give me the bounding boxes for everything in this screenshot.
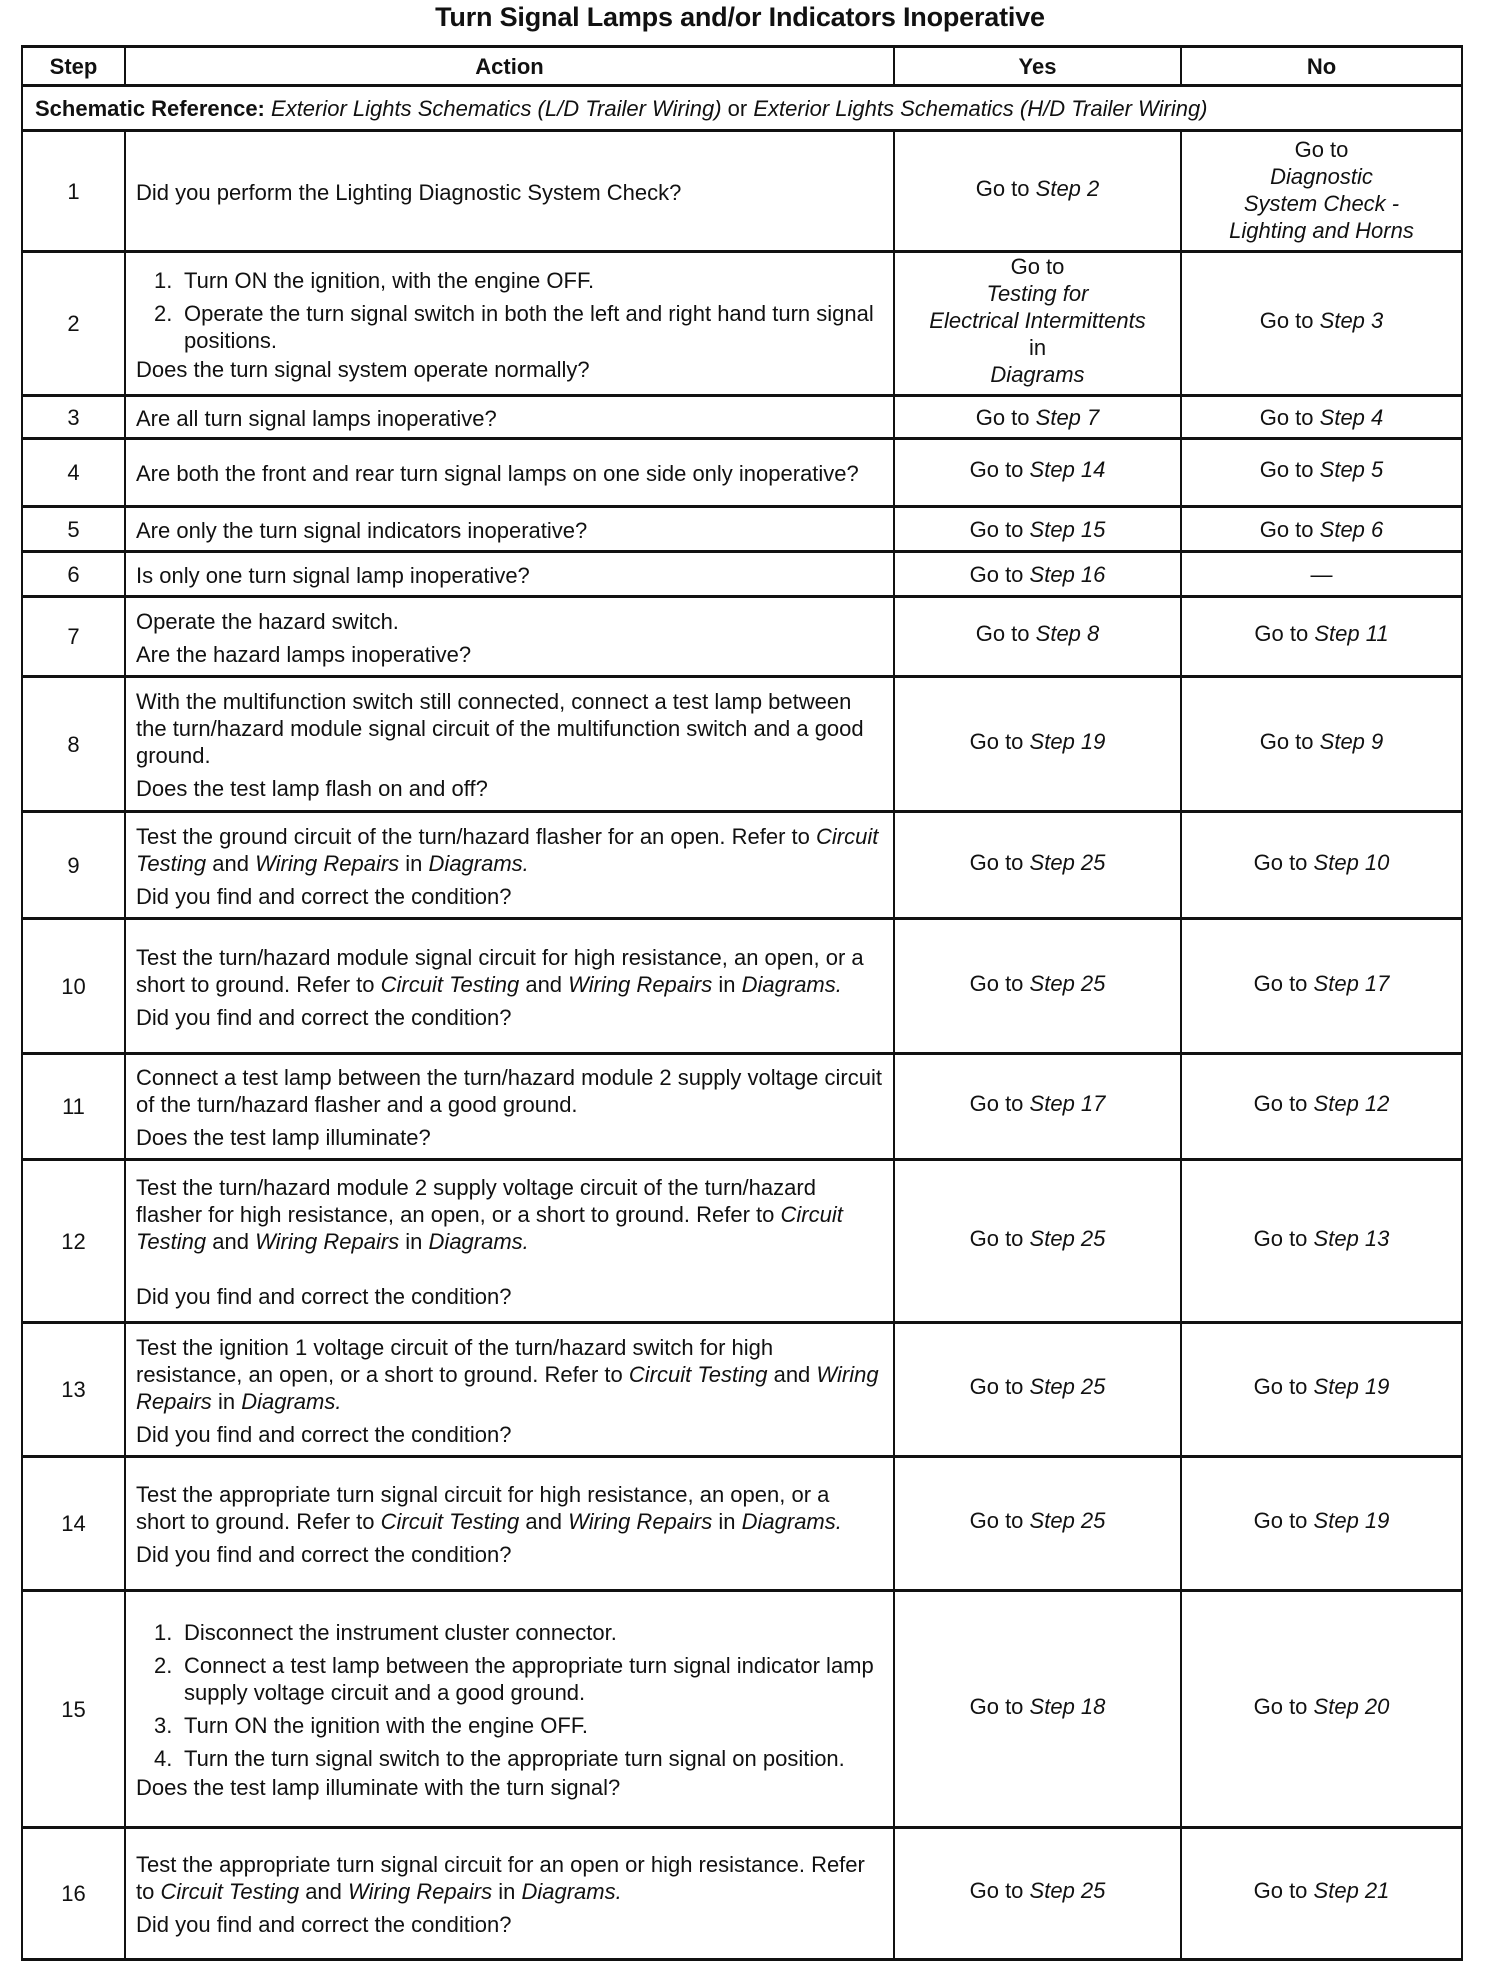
step-number: 10 bbox=[22, 919, 125, 1054]
step-link[interactable]: Step 25 bbox=[1029, 849, 1106, 875]
table-row bbox=[22, 597, 1462, 677]
go-to-label: Go to bbox=[969, 849, 1024, 875]
action-cell bbox=[125, 1054, 894, 1160]
step-link[interactable]: Step 11 bbox=[1314, 621, 1389, 646]
table-row bbox=[22, 252, 1462, 396]
action-text: Are both the front and rear turn signal lamps on one side only inoperative? bbox=[136, 461, 859, 486]
go-to-label: Go to bbox=[975, 175, 1030, 201]
action-cell bbox=[125, 1828, 894, 1960]
action-text: Are all turn signal lamps inoperative? bbox=[136, 405, 497, 431]
substep-list bbox=[136, 267, 883, 354]
circuit-testing-link[interactable]: Circuit Testing bbox=[136, 823, 879, 876]
table-row bbox=[22, 1457, 1462, 1591]
step-number: 3 bbox=[22, 396, 125, 439]
link-text: Diagnostic bbox=[1270, 164, 1373, 189]
table-row bbox=[22, 1591, 1462, 1828]
action-cell bbox=[125, 252, 894, 396]
action-cell bbox=[125, 131, 894, 252]
column-header-action: Action bbox=[125, 47, 894, 86]
step-link[interactable]: Step 15 bbox=[1029, 516, 1106, 542]
step-link[interactable]: Step 25 bbox=[1029, 970, 1106, 996]
action-question: Does the turn signal system operate normally? bbox=[136, 356, 590, 382]
no-cell[interactable] bbox=[1181, 396, 1462, 439]
table-row bbox=[22, 131, 1462, 252]
link-text: Lighting and Horns bbox=[1229, 218, 1414, 243]
table-row bbox=[22, 1828, 1462, 1960]
step-link[interactable]: Step 16 bbox=[1029, 561, 1106, 587]
step-link[interactable]: Step 21 bbox=[1313, 1878, 1390, 1903]
table-row bbox=[22, 552, 1462, 597]
go-to-label: Go to bbox=[969, 1374, 1024, 1399]
go-to-label: Go to bbox=[1294, 137, 1349, 162]
circuit-testing-link[interactable]: Circuit Testing bbox=[160, 1879, 300, 1904]
action-cell bbox=[125, 677, 894, 812]
wiring-repairs-link[interactable]: Wiring Repairs bbox=[568, 1509, 713, 1534]
step-link[interactable]: Step 19 bbox=[1313, 1374, 1390, 1399]
step-link[interactable]: Step 17 bbox=[1029, 1091, 1106, 1116]
go-to-label: Go to bbox=[1259, 308, 1314, 333]
table-row bbox=[22, 919, 1462, 1054]
action-cell bbox=[125, 396, 894, 439]
substep: 1. Turn ON the ignition, with the engine OFF. bbox=[154, 267, 595, 293]
step-link[interactable]: Step 10 bbox=[1313, 849, 1390, 875]
go-to-label: Go to bbox=[969, 970, 1024, 996]
substep: 4. Turn the turn signal switch to the appropriate turn signal on position. bbox=[154, 1746, 845, 1771]
step-link[interactable]: Step 8 bbox=[1035, 621, 1100, 646]
page-title: Turn Signal Lamps and/or Indicators Inoperative bbox=[435, 2, 1045, 32]
action-question: Are the hazard lamps inoperative? bbox=[136, 641, 472, 667]
diagnostic-system-check-link[interactable] bbox=[1182, 136, 1461, 244]
step-link[interactable]: Step 4 bbox=[1319, 404, 1384, 430]
circuit-testing-link[interactable]: Circuit Testing bbox=[136, 1202, 843, 1254]
diagrams-link[interactable]: Diagrams. bbox=[428, 1229, 529, 1254]
action-cell bbox=[125, 919, 894, 1054]
action-cell bbox=[125, 812, 894, 919]
go-to-label: Go to bbox=[969, 1878, 1024, 1903]
step-number: 2 bbox=[22, 252, 125, 396]
no-cell[interactable] bbox=[1181, 812, 1462, 919]
substep: 3. Turn ON the ignition with the engine OFF. bbox=[154, 1713, 588, 1738]
step-link[interactable]: Step 12 bbox=[1313, 1091, 1390, 1116]
step-link[interactable]: Step 9 bbox=[1319, 728, 1384, 754]
circuit-testing-link[interactable]: Circuit Testing bbox=[380, 971, 520, 997]
table-header-row bbox=[22, 47, 1462, 86]
table-row bbox=[22, 812, 1462, 919]
step-link[interactable]: Step 3 bbox=[1319, 308, 1384, 333]
step-link[interactable]: Step 20 bbox=[1313, 1693, 1390, 1719]
go-to-label: Go to bbox=[1254, 621, 1309, 646]
go-to-label: Go to bbox=[1253, 1878, 1308, 1903]
action-question: Did you find and correct the condition? bbox=[136, 883, 512, 909]
go-to-label: Go to bbox=[1253, 849, 1308, 875]
step-link[interactable]: Step 25 bbox=[1029, 1508, 1106, 1533]
step-number: 1 bbox=[22, 131, 125, 252]
action-question: Did you find and correct the condition? bbox=[136, 1421, 512, 1447]
step-link[interactable]: Step 17 bbox=[1313, 970, 1390, 996]
go-to-label: Go to bbox=[969, 457, 1024, 482]
step-number: 7 bbox=[22, 597, 125, 677]
substep-list bbox=[136, 1619, 883, 1772]
action-text: Test the appropriate turn signal circuit for high resistance, an open, or a short to ground. Refer to Circuit Testing and Wiring Repairs in Diagrams. bbox=[136, 1482, 842, 1534]
yes-cell[interactable] bbox=[894, 552, 1181, 597]
go-to-label: Go to bbox=[1253, 970, 1308, 996]
action-question: Did you find and correct the condition? bbox=[136, 1912, 512, 1937]
no-cell[interactable] bbox=[1181, 919, 1462, 1054]
action-text: Connect a test lamp between the turn/hazard module 2 supply voltage circuit of the turn/hazard flasher and a good ground. bbox=[136, 1065, 882, 1117]
no-cell[interactable] bbox=[1181, 252, 1462, 396]
action-cell bbox=[125, 439, 894, 507]
step-link[interactable]: Step 18 bbox=[1029, 1693, 1106, 1719]
go-to-label: Go to bbox=[975, 621, 1030, 646]
yes-cell[interactable] bbox=[894, 131, 1181, 252]
circuit-testing-link[interactable]: Circuit Testing bbox=[380, 1509, 520, 1534]
yes-cell[interactable] bbox=[894, 1160, 1181, 1323]
action-question: Does the test lamp flash on and off? bbox=[136, 776, 488, 801]
step-link[interactable]: Step 14 bbox=[1029, 457, 1106, 482]
step-link[interactable]: Step 5 bbox=[1319, 457, 1384, 482]
in-label: in bbox=[1028, 335, 1047, 360]
yes-cell[interactable] bbox=[894, 439, 1181, 507]
no-cell[interactable] bbox=[1181, 1457, 1462, 1591]
table-row bbox=[22, 1160, 1462, 1323]
yes-cell[interactable] bbox=[894, 677, 1181, 812]
no-cell[interactable] bbox=[1181, 439, 1462, 507]
no-cell[interactable] bbox=[1181, 1591, 1462, 1828]
step-link[interactable]: Step 19 bbox=[1313, 1508, 1390, 1533]
no-cell[interactable] bbox=[1181, 1054, 1462, 1160]
action-cell bbox=[125, 1160, 894, 1323]
step-number: 4 bbox=[22, 439, 125, 507]
step-number: 11 bbox=[22, 1054, 125, 1160]
no-cell bbox=[1181, 552, 1462, 597]
go-to-label: Go to bbox=[969, 1693, 1024, 1719]
link-text: Testing for bbox=[986, 281, 1089, 306]
go-to-label: Go to bbox=[1010, 254, 1065, 279]
action-cell bbox=[125, 1591, 894, 1828]
diagrams-link[interactable]: Diagrams. bbox=[428, 850, 529, 876]
no-cell[interactable] bbox=[1181, 1828, 1462, 1960]
no-action-dash: — bbox=[1310, 561, 1333, 587]
column-header-no: No bbox=[1181, 47, 1462, 86]
yes-cell[interactable] bbox=[894, 507, 1181, 552]
yes-cell[interactable] bbox=[894, 1828, 1181, 1960]
action-cell bbox=[125, 1323, 894, 1457]
go-to-label: Go to bbox=[1253, 1225, 1308, 1251]
wiring-repairs-link[interactable]: Wiring Repairs bbox=[348, 1879, 493, 1904]
table-row bbox=[22, 1054, 1462, 1160]
step-link[interactable]: Step 7 bbox=[1035, 404, 1100, 430]
no-cell[interactable] bbox=[1181, 1323, 1462, 1457]
diagrams-link[interactable]: Diagrams. bbox=[521, 1879, 622, 1904]
action-cell bbox=[125, 552, 894, 597]
yes-cell[interactable] bbox=[894, 252, 1181, 396]
step-number: 16 bbox=[22, 1828, 125, 1960]
go-to-label: Go to bbox=[969, 561, 1024, 587]
step-link[interactable]: Step 25 bbox=[1029, 1374, 1106, 1399]
no-cell[interactable] bbox=[1181, 1160, 1462, 1323]
step-number: 8 bbox=[22, 677, 125, 812]
schematic-link-ld[interactable]: Exterior Lights Schematics (L/D Trailer Wiring) bbox=[271, 95, 722, 121]
go-to-label: Go to bbox=[1253, 1508, 1308, 1533]
substep: 1. Disconnect the instrument cluster connector. bbox=[154, 1620, 617, 1645]
link-text: System Check - bbox=[1243, 191, 1400, 216]
schematic-reference-label: Schematic Reference: bbox=[35, 95, 265, 121]
go-to-label: Go to bbox=[1259, 516, 1314, 542]
step-number: 15 bbox=[22, 1591, 125, 1828]
go-to-label: Go to bbox=[975, 404, 1030, 430]
substep: 2. Operate the turn signal switch in both the left and right hand turn signal positions. bbox=[154, 300, 874, 353]
diagrams-link[interactable]: Diagrams. bbox=[741, 1509, 842, 1534]
step-number: 12 bbox=[22, 1160, 125, 1323]
action-text: Are only the turn signal indicators inoperative? bbox=[136, 517, 588, 543]
diagrams-link[interactable]: Diagrams. bbox=[741, 971, 842, 997]
diagrams-link[interactable]: Diagrams. bbox=[241, 1388, 342, 1414]
action-text: Test the turn/hazard module signal circuit for high resistance, an open, or a short to ground. Refer to Circuit Testing and Wiring Repairs in Diagrams. bbox=[136, 944, 864, 997]
go-to-label: Go to bbox=[969, 1508, 1024, 1533]
no-cell[interactable] bbox=[1181, 507, 1462, 552]
action-text: Test the appropriate turn signal circuit for an open or high resistance. Refer to Circuit Testing and Wiring Repairs in Diagrams. bbox=[136, 1852, 865, 1904]
step-link[interactable]: Step 25 bbox=[1029, 1225, 1106, 1251]
action-text: Test the turn/hazard module 2 supply voltage circuit of the turn/hazard flasher for high resistance, an open, or a short to ground. Refer to Circuit Testing and Wiring Repairs in Diagrams. bbox=[136, 1175, 843, 1254]
action-question: Did you find and correct the condition? bbox=[136, 1542, 512, 1567]
action-text: Test the ignition 1 voltage circuit of the turn/hazard switch for high resistance, an open, or a short to ground. Refer to Circuit Testing and Wiring Repairs in Diagrams. bbox=[136, 1334, 879, 1414]
step-number: 13 bbox=[22, 1323, 125, 1457]
column-header-yes: Yes bbox=[894, 47, 1181, 86]
link-text: Electrical Intermittents bbox=[929, 308, 1146, 333]
table-row bbox=[22, 439, 1462, 507]
yes-cell[interactable] bbox=[894, 1591, 1181, 1828]
table-row bbox=[22, 1323, 1462, 1457]
action-text: Is only one turn signal lamp inoperative? bbox=[136, 562, 530, 588]
go-to-label: Go to bbox=[969, 1091, 1024, 1116]
go-to-label: Go to bbox=[1253, 1091, 1308, 1116]
step-link[interactable]: Step 13 bbox=[1313, 1225, 1390, 1251]
schematic-reference-row bbox=[22, 86, 1462, 131]
action-cell bbox=[125, 597, 894, 677]
go-to-label: Go to bbox=[1259, 457, 1314, 482]
yes-cell[interactable] bbox=[894, 597, 1181, 677]
yes-cell[interactable] bbox=[894, 1054, 1181, 1160]
yes-cell[interactable] bbox=[894, 812, 1181, 919]
go-to-label: Go to bbox=[1259, 404, 1314, 430]
table-row bbox=[22, 677, 1462, 812]
wiring-repairs-link[interactable]: Wiring Repairs bbox=[568, 971, 713, 997]
step-number: 14 bbox=[22, 1457, 125, 1591]
action-text: Test the ground circuit of the turn/hazard flasher for an open. Refer to Circuit Testing and Wiring Repairs in Diagrams. bbox=[136, 823, 879, 876]
diagnostic-table bbox=[21, 45, 1463, 1961]
action-question: Does the test lamp illuminate with the turn signal? bbox=[136, 1775, 621, 1800]
step-number: 5 bbox=[22, 507, 125, 552]
go-to-label: Go to bbox=[1253, 1693, 1308, 1719]
go-to-label: Go to bbox=[969, 516, 1024, 542]
table-row bbox=[22, 507, 1462, 552]
go-to-label: Go to bbox=[1259, 728, 1314, 754]
step-link[interactable]: Step 6 bbox=[1319, 516, 1384, 542]
no-cell[interactable] bbox=[1181, 677, 1462, 812]
go-to-label: Go to bbox=[969, 1225, 1024, 1251]
action-text: With the multifunction switch still connected, connect a test lamp between the turn/hazard module signal circuit of the multifunction switch and a good ground. bbox=[136, 689, 864, 768]
step-link[interactable]: Step 19 bbox=[1029, 728, 1106, 754]
step-link[interactable]: Step 2 bbox=[1035, 175, 1100, 201]
schematic-reference bbox=[22, 86, 1462, 131]
substep: 2. Connect a test lamp between the appropriate turn signal indicator lamp supply voltage circuit and a good ground. bbox=[154, 1653, 874, 1705]
wiring-repairs-link[interactable]: Wiring Repairs bbox=[255, 1229, 400, 1254]
action-text: Operate the hazard switch. bbox=[136, 608, 399, 634]
link-text: Diagrams bbox=[990, 362, 1085, 387]
table-row bbox=[22, 396, 1462, 439]
circuit-testing-link[interactable]: Circuit Testing bbox=[628, 1361, 768, 1387]
schematic-link-hd[interactable]: Exterior Lights Schematics (H/D Trailer Wiring) bbox=[753, 95, 1208, 121]
step-link[interactable]: Step 25 bbox=[1029, 1878, 1106, 1903]
no-cell[interactable] bbox=[1181, 597, 1462, 677]
wiring-repairs-link[interactable]: Wiring Repairs bbox=[136, 1361, 879, 1414]
action-cell bbox=[125, 1457, 894, 1591]
step-number: 6 bbox=[22, 552, 125, 597]
testing-intermittents-link[interactable] bbox=[895, 253, 1180, 388]
action-text: Did you perform the Lighting Diagnostic System Check? bbox=[136, 179, 682, 205]
step-number: 9 bbox=[22, 812, 125, 919]
action-question: Did you find and correct the condition? bbox=[136, 1284, 512, 1309]
schematic-connector: or bbox=[727, 95, 748, 121]
yes-cell[interactable] bbox=[894, 396, 1181, 439]
wiring-repairs-link[interactable]: Wiring Repairs bbox=[255, 850, 400, 876]
action-question: Does the test lamp illuminate? bbox=[136, 1125, 431, 1150]
action-question: Did you find and correct the condition? bbox=[136, 1004, 512, 1030]
yes-cell[interactable] bbox=[894, 919, 1181, 1054]
go-to-label: Go to bbox=[1253, 1374, 1308, 1399]
column-header-step: Step bbox=[22, 47, 125, 86]
go-to-label: Go to bbox=[969, 728, 1024, 754]
no-cell[interactable] bbox=[1181, 131, 1462, 252]
yes-cell[interactable] bbox=[894, 1457, 1181, 1591]
action-cell bbox=[125, 507, 894, 552]
yes-cell[interactable] bbox=[894, 1323, 1181, 1457]
